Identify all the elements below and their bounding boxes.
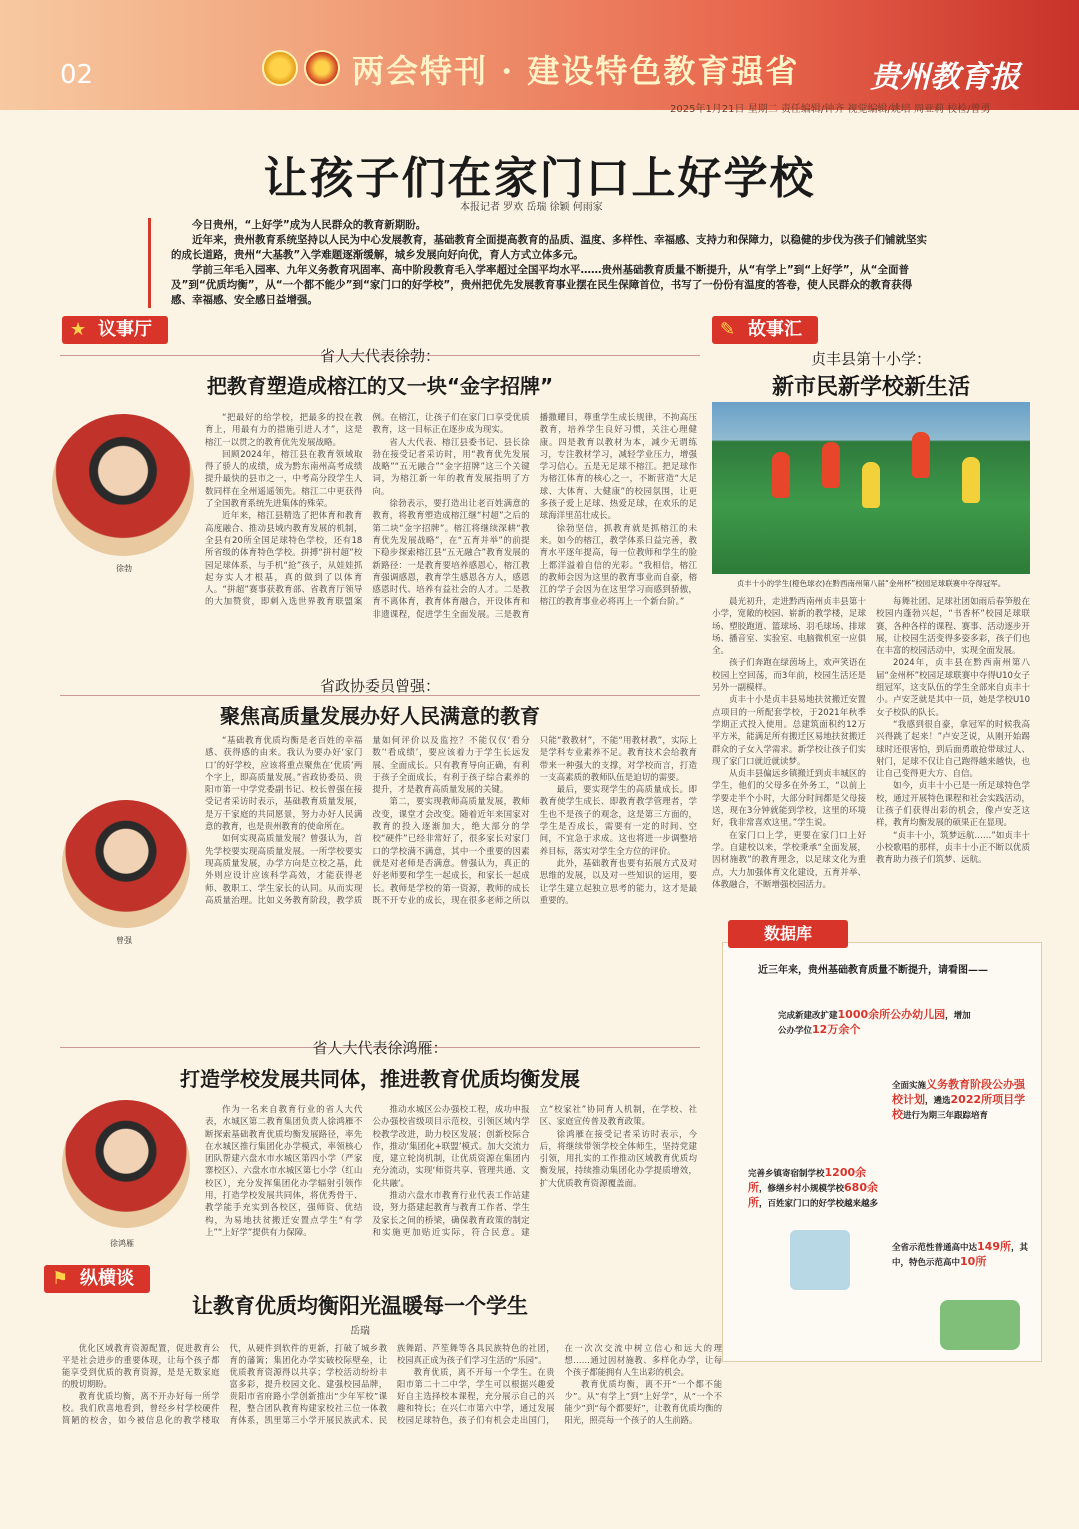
paragraph: 徐勃坚信，抓教育就是抓榕江的未来。如今的榕江，教学体系日益完善，教育水平逐年提高，每一位教师和学生的脸上都洋溢着自信的光彩。“我相信，榕江的教师会因为这里的教育事业而自豪，榕江的学子会因为在这里学习而感到骄傲，榕江的教育事业必将再上一个新台阶。” [539, 523, 697, 608]
paragraph: “我感到很自豪，拿冠军的时候我高兴得跳了起来！”卢安芝说，从刚开始踢球时还很害怕，到后面勇敢抢带球过人、射门，足球不仅让自己跑得越来越快，也让自己变得更大方、自信。 [876, 719, 1030, 780]
paragraph: 如今，贞丰十小已是一所足球特色学校，通过开展特色课程和社会实践活动，让孩子们获得出彩的机会，像卢安芝这样，教育均衡发展的硕果正在显现。 [876, 781, 1030, 829]
page-number: 02 [60, 60, 94, 90]
story-sub: 贞丰县第十小学： [810, 350, 931, 368]
paragraph: 教育优质，离不开每一个学生。在贵阳市第二十二中学，学生可以根据兴趣爱好自主选择校本课程，充分展示自己的兴趣和特长；在兴仁市第六中学，通过发展校园足球特色，孩子们有机会走出国门，在一次次交流中树立信心和远大的理想……通过因材施教、多样化办学，让每个孩子都能拥有人生出彩的机会。 [397, 1343, 722, 1425]
paragraph: 从贞丰县偏远乡镇搬迁到贞丰城区的学生，他们的父母多在外务工，“以前上学要走半个小时，大部分时间都是父母接送，现在3分钟就能到学校，这里的环境好，我非常喜欢这里。”学生说。 [712, 769, 866, 829]
data-highlight: 12万余个 [812, 1023, 861, 1036]
story-headline: 新市民新学校新生活 [771, 375, 970, 400]
paragraph: “基础教育优质均衡是老百姓的幸福感、获得感的由来。我认为要办好‘家门口’的好学校，应该将重点聚焦在‘优质’两个字上，即高质量发展。”省政协委员、贵阳市第一中学党委副书记、校长曾强在接受记者采访时表示，基础教育质量发展，是万千家庭的共同愿景，努力办好人民满意的教育，也是贵州教育的使命所在。 [205, 736, 363, 833]
portrait-xu [52, 414, 194, 556]
lead-line: 学前三年毛入园率、九年义务教育巩固率、高中阶段教育毛入学率超过全国平均水平……贵州基础教育质量不断提升，从“有学上”到“上好学”，从“全面普及”到“优质均衡”，从“一个都不能少”到“家门口的好学校”，贵州把优先发展教育事业摆在民生保障首位，书写了一份份有温度的答卷，使人民群众的教育获得感、幸福感、安全感日益增强。 [171, 264, 913, 306]
photo-caption: 贞丰十小的学生(橙色球衣)在黔西南州第八届“金州杯”校园足球联赛中夺得冠军。 [736, 579, 1006, 588]
paragraph: 晨光初升，走进黔西南州贞丰县第十小学，宽敞的校园、崭新的教学楼，足球场、塑胶跑道、篮球场、羽毛球场、排球场、播音室、实验室、电脑微机室一应俱全。 [712, 597, 866, 657]
paragraph: 推动水城区公办强校工程，成功申报公办强校省级项目示范校，引领区域内学校教学改进，助力校区发展；创新校际合作，推动‘集团化+联盟’模式。加大交流力度，建立轮岗机制，让优质资源在集团内充分流动，实现‘师资共享、管理共通、文化共融’。 [372, 1105, 530, 1189]
data-item-1 [778, 1008, 978, 1038]
article-zeng-headline: 聚焦高质量发展办好人民满意的教育 [220, 704, 540, 728]
section-tag-label: 纵横谈 [80, 1268, 134, 1289]
commentary-author: 岳瑞 [350, 1326, 370, 1337]
football-photo [712, 402, 1030, 574]
data-highlight: 10所 [960, 1255, 987, 1268]
data-item-4 [892, 1240, 1032, 1270]
data-text: ，增加公办学位 [778, 1011, 971, 1036]
data-text: 完善乡镇寄宿制学校 [748, 1169, 825, 1179]
paragraph: 徐勃表示，要打造出让老百姓满意的教育，将教育塑造成榕江继“村超”之后的第二块“金字招牌”。榕江将继续深耕“教育优先发展战略”，在“五育并举”的前提下稳步探索榕江县“五无融合”教育发展的新路径：一是教育要培养感恩心，榕江教育强调感恩，教育学生感恩各方人，感恩感恩时代、培养有益社会的人才。二是教育不离体育，教育体育融合，开设体育和非遗课程，促进学生全面发展。三是教育播撒耀目，尊重学生成长规律，不拘高压教育，培养学生良好习惯，关注心理健康。四是教育以教材为本，减少无谓练习，专注教材学习，减轻学业压力，增强学习信心。五是无足球不榕江。把足球作为榕江体育的核心之一，不断营造“大足球、大体育、大健康”的校园氛围，让更多孩子爱上足球、热爱足球，在欢乐的足球海洋里茁壮成长。 [372, 413, 697, 620]
paragraph: 优化区域教育资源配置，促进教育公平是社会进步的重要体现，让每个孩子都能享受到优质的教育资源，是是无数家庭的殷切期盼。 [62, 1343, 220, 1389]
flag-icon: ⚑ [52, 1268, 69, 1289]
data-highlight: 680余所 [748, 1181, 878, 1209]
article-xu-headline: 把教育塑造成榕江的又一块“金字招牌” [206, 374, 554, 398]
data-highlight: 1000余所公办幼儿园 [837, 1008, 946, 1021]
paragraph: “把最好的给学校，把最多的投在教育上，用最有力的措施引进人才”，这是榕江一以贯之的教育优先发展战略。 [205, 413, 363, 448]
paragraph: 每舞社团、足球社团如雨后春笋般在校园内蓬勃兴起，“书香杯”校园足球联赛，各种各样的课程、赛事、活动逐步开展，让校园生活变得多姿多彩，孩子们也在丰富的校园活动中，实现全面发展。 [876, 597, 1030, 657]
special-edition-title: 两会特刊 · 建设特色教育强省 [352, 52, 800, 90]
section-tag-label: 故事汇 [748, 319, 802, 340]
byline: 本报记者 罗欢 岳瑞 徐颖 何雨家 [460, 202, 603, 213]
section-tag-gushihui [712, 316, 818, 344]
paragraph: 徐鸿雁在接受记者采访时表示，今后，将继续带领学校全体师生，坚持党建引领，用扎实的工作推动区域教育优质均衡发展，持续推动集团化办学提质增效，扩大优质教育资源覆盖面。 [539, 1129, 697, 1189]
lead-paragraph [148, 218, 928, 308]
books-illustration-icon [790, 1230, 850, 1290]
portrait-caption: 曾强 [116, 936, 132, 945]
section-tag-shujuku [728, 920, 848, 948]
section-tag-zonghengtan [44, 1265, 150, 1293]
story-body [712, 596, 1030, 921]
cppcc-emblem-icon [304, 50, 340, 86]
commentary-headline: 让教育优质均衡阳光温暖每一个学生 [192, 1294, 528, 1318]
paragraph: 第二，要实现教师高质量发展，教师改变，课堂才会改变。随着近年来国家对教育的投入逐渐加大，绝大部分的学校“硬件”已经非常好了，很多家长对家门口的学校满不满意，其中一个重要的因素就是对老师是否满意。曾强认为，真正的好老师要和学生一起成长，和家长一起成长。教师是学校的第一资源，教师的成长既不开专业的成长，现在很多老师之所以只能“教教材”，不能“用教材教”，实际上是学科专业素养不足。教育技术会给教育带来一种强大的支撑，对学校而言，打造一支高素质的教师队伍是迫切的需要。 [372, 736, 697, 906]
paragraph: 2024年，贞丰县在黔西南州第八届“金州杯”校园足球联赛中夺得U10女子组冠军，这支队伍的学生全部来自贞丰十小。卢安芝就是其中一员，她是学校U10女子校队的队长。 [876, 658, 1030, 718]
lead-line: 今日贵州，“上好学”成为人民群众的教育新期盼。 [192, 219, 427, 231]
article-zeng-body [205, 735, 697, 1000]
player-figure [862, 462, 880, 508]
paragraph: 教育优质均衡，离不开“一个都不能少”。从“有学上”到“上好学”，从“一个不能少”到“每个都要好”，让教育优质均衡的阳光，照亮每一个孩子的人生前路。 [564, 1379, 722, 1425]
portrait-xuhongyan [62, 1100, 190, 1228]
paragraph: 作为一名来自教育行业的省人大代表，水城区第二教育集团负责人徐鸿雁不断探索基础教育优质均衡发展路径，率先在水城区推行集团化办学模式，率领核心团队帮建六盘水市水城区第四小学（严家寨校区）、六盘水市水城区第七小学（红山校区），充分发挥集团化办学辐射引领作用，打造学校发展共同体，将优秀骨干、教学能手充实到各校区，强师资、优结构，为易地扶贫搬迁安置点学生“有学上”“上好学”提供有力保障。 [205, 1105, 363, 1238]
paragraph: 贞丰十小是贞丰县易地扶贫搬迁安置点项目的一所配套学校，于2021年秋季学期正式投入使用。总建筑面积约12万平方米，能满足所有搬迁区易地扶贫搬迁群众的子女入学需求。新学校让孩子们实现了家门口就近就读梦。 [712, 695, 866, 767]
article-xu-sub: 省人大代表徐勃： [319, 347, 440, 365]
paragraph: 最后，要实现学生的高质量成长。即教育使学生成长、即教育教学管理者，学生也不是孩子的观念，这是第三方面的，学生是否成长，需要有一定的时间、空间，不宜急于求成。这也将进一步调整培养目标，落实对学生全方位的评价。 [539, 785, 697, 857]
paragraph: 推动六盘水市教育行业代表工作站建设，努力搭建起教育与教育工作者、学生及家长之间的桥梁，确保教育政策的制定和实施更加贴近实际，符合民意。建立“校家社”协同育人机制，在学校、社区、家庭宣传普及教育政策。 [372, 1105, 697, 1238]
data-highlight: 2022所项目学校 [892, 1093, 1026, 1121]
commentary-body [62, 1342, 722, 1512]
dateline: 2025年1月21日 星期二 责任编辑/钟齐 视觉编辑/姚培 周亚莉 校检/曾勇 [670, 104, 991, 115]
portrait-caption: 徐鸿雁 [110, 1239, 134, 1248]
data-text: 全省示范性普通高中达 [892, 1243, 978, 1253]
book-icon: ✎ [720, 319, 736, 340]
data-item-3 [748, 1166, 878, 1211]
data-highlight: 149所 [977, 1240, 1011, 1253]
player-figure [772, 452, 790, 498]
paragraph: 此外，基础教育也要有拓展方式及对思维的发展，以及对一些知识的运用，要让学生建立起独立思考的能力，这才是最重要的。 [539, 858, 697, 906]
article-zeng-sub: 省政协委员曾强： [319, 677, 440, 695]
paragraph: 回顾2024年，榕江县在教育领域取得了骄人的成绩，成为黔东南州高考成绩提升最快的县市之一，中考高分段学生人数同样在全州遥遥领先。榕江二中更获得了全国教育系统先进集体的殊荣。 [205, 449, 363, 510]
player-figure [822, 442, 840, 488]
player-figure [962, 457, 980, 503]
lead-line: 近年来，贵州教育系统坚持以人民为中心发展教育，基础教育全面提高教育的品质、温度、多样性、幸福感、支持力和保障力，以稳健的步伐为孩子们铺就坚实的成长道路，贵州“大基教”入学难题逐渐缓解，城乡发展向好向优，育人方式立体多元。 [171, 234, 927, 261]
data-highlight: 1200余所 [748, 1166, 867, 1194]
paragraph: 孩子们奔跑在绿茵场上，欢声笑语在校园上空回荡，而3年前，校园生活还是另外一副模样。 [712, 658, 866, 694]
paragraph: 如何实现高质量发展？曾强认为，首先学校要实现高质量发展。一所学校要实现高质量发展，办学方向是立校之基，此外则应设计应该科学高效，才能获得老师、教职工、学生家长的认同。从而实现高质量治理。比如义务教育阶段，教学质量如何评价以及监控？不能仅仅‘看分数’‘看成绩’，要应该着力于学生长远发展、全面成长。只有教育导向正确，有利于孩子全面成长，有利于孩子综合素养的提升，才是教育高质量发展的关键。 [205, 736, 530, 906]
data-text: ，遴选 [925, 1096, 951, 1106]
data-text: ，修缮乡村小规模学校 [759, 1184, 845, 1194]
data-text: ，百姓家门口的好学校越来越多 [759, 1199, 879, 1209]
star-icon: ★ [70, 319, 87, 340]
paragraph: “贞丰十小，筑梦远航……”如贞丰十小校歌唱的那样，贞丰十小正不断以优质教育助力孩子们筑梦、远航。 [876, 830, 1030, 866]
portrait-zeng [62, 800, 190, 928]
data-highlight: 义务教育阶段公办强校计划 [892, 1078, 1026, 1106]
section-tag-label: 议事厅 [98, 319, 152, 340]
player-figure [912, 432, 930, 478]
tree-illustration-icon [940, 1300, 1020, 1350]
data-text: 完成新建改扩建 [778, 1011, 838, 1021]
paragraph: 在家门口上学，更要在家门口上好学。自建校以来，学校秉承“全面发展，因材施教”的教育理念，以足球文化为重点，大力加强体育文化建设，五育并举、体教融合，不断增强校园活力。 [712, 830, 866, 890]
paragraph: 教育优质均衡，离不开办好每一所学校。我们欣喜地看到，曾经乡村学校硬件简陋的校舍，如今被信息化的教学楼取代，从硬件到软件的更新，打破了城乡教育的藩篱；集团化办学实破校际壁垒，让优质教育资源得以共享；学校活动纷纷丰富多彩，提升校园文化、建强校园品牌，贵阳市省府路小学创新推出“少年军校”课程，整合团队教育构建家校社三位一体教育体系，凯里第三小学开展民族武术、民族舞蹈、芦笙舞等各具民族特色的社团，校园真正成为孩子们学习生活的“乐园”。 [62, 1343, 555, 1425]
article-xu-body [205, 412, 697, 652]
newspaper-name: 贵州教育报 [870, 60, 1020, 95]
data-item-2 [892, 1078, 1032, 1123]
data-text: 进行为期三年跟踪培育 [903, 1111, 989, 1121]
portrait-caption: 徐勃 [116, 564, 132, 573]
data-box [722, 942, 1042, 1362]
data-text: ，其中，特色示范高中 [892, 1243, 1028, 1268]
article-xuhongyan-body [205, 1104, 697, 1274]
national-emblem-icon [262, 50, 298, 86]
section-tag-label: 数据库 [764, 924, 813, 943]
data-text: 全面实施 [892, 1081, 927, 1091]
article-xuhongyan-sub: 省人大代表徐鸿雁： [312, 1039, 448, 1057]
page-title: 让孩子们在家门口上好学校 [263, 153, 816, 204]
article-xuhongyan-headline: 打造学校发展共同体，推进教育优质均衡发展 [180, 1067, 580, 1091]
data-intro: 近三年来，贵州基础教育质量不断提升，请看图—— [758, 965, 988, 976]
section-tag-yishiting [62, 316, 168, 344]
paragraph: 省人大代表、榕江县委书记、县长徐勃在接受记者采访时，用“教育优先发展战略”“五无融合”“金字招牌”这三个关键词，为榕江新一年的教育发展指明了方向。 [372, 437, 530, 497]
paragraph: 近年来，榕江县精选了把体育和教育高度融合、推动县域内教育发展的机制，全县有20所全国足球特色学校，还有18所省级的体育特色学校。拼搏“拼村超”校园足球体系，与手机“抢”孩子，从娃娃抓起夯实人才根基，真的做到了以体育人。“拼超”赛事获教育部、省教育厅领导的大加赞赏，即刺入选世界教育联盟案例。在榕江，让孩子们在家门口享受优质教育，这一目标正在逐步成为现实。 [205, 413, 530, 608]
